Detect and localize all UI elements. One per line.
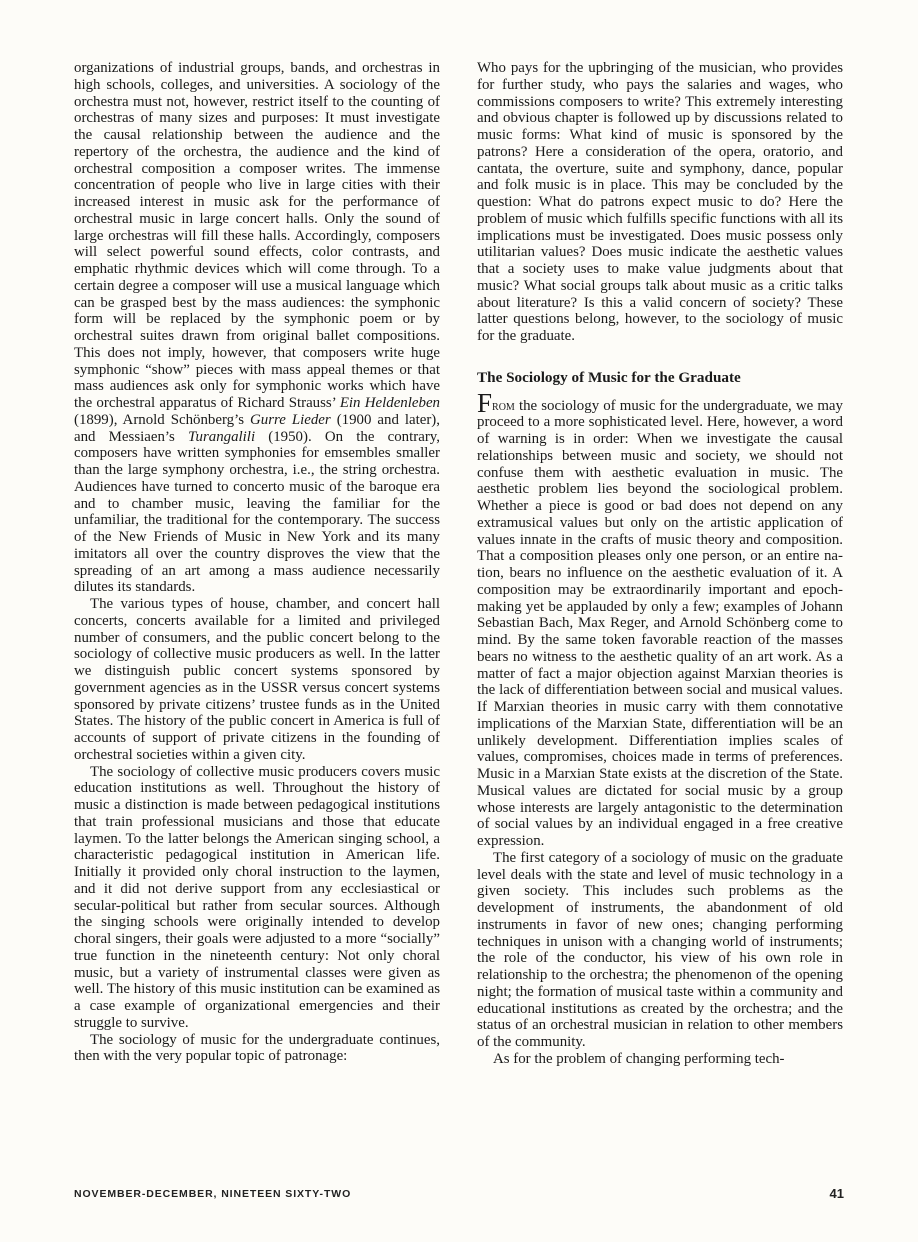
issue-date: NOVEMBER-DECEMBER, NINETEEN SIXTY-TWO <box>74 1188 352 1200</box>
right-column <box>477 60 843 1068</box>
small-caps-lead: rom <box>492 397 515 414</box>
paragraph: The sociology of collective music producers covers music education institutions as well. Throughout the history of music a distinction is made between pedagogical institutions that train professional musicians and those that educate laymen. To the latter belongs the American singing school, a characteristic pedagogical institution in American life. Initially it provided only choral instruction to the laymen, and it did not derive support from any ecclesiastical or secular-political but rather from secular sources. Although the singing schools were originally intended to develop choral singers, their goals were adjusted to a more “socially” true function in the nineteenth century: Not only choral music, but a variety of instrumental classes were given as well. The history of this music institution can be examined as a case example of organizational emergencies and their struggle to survive. <box>74 763 440 1031</box>
paragraph: organizations of industrial groups, bands, and orchestras in high schools, colleges, and universities. A sociology of the orchestra must not, however, restrict itself to the counting of orchestras of many sizes and purposes: It must investigate the causal relationship between the audience and the repertory of the orchestra, the audience and the kind of orchestral composition a composer writes. The immense concentration of people who live in large cities with their increased interest in music ask for the performance of orchestral music in large concert halls. Only the sound of large orchestras will fill these halls. Accordingly, composers will select powerful sound effects, color contrasts, and emphatic rhythmic devices which will come through. To a certain degree a composer will use a musical language which can be grasped best by the mass audiences: the symphonic form will be replaced by the symphonic poem or by orchestral suites drawn from original ballet compositions. This does not imply, however, that composers write huge symphonic “show” pieces with mass appeal themes or that mass audiences ask only for symphonic works which have the orchestral apparatus of Richard Strauss’ Ein Heldenleben (1899), Arnold Schönberg’s Gurre Lieder (1900 and later), and Messiaen’s Turangalili (1950). On the contrary, composers have written symphonies for emsembles smaller than the large symphony orchestra, i.e., the string orchestra. Audiences have turned to concerto music of the baroque era and to chamber music, leaving the familiar for the unfamiliar, the traditional for the contemporary. The success of the New Friends of Music in New York and its many imitators all over the country disproves the view that the spreading of an art among a mass audience necessarily dilutes its standards. <box>74 60 440 596</box>
paragraph: The various types of house, chamber, and concert hall concerts, concerts available for a limited and privileged number of consumers, and the public concert belong to the sociology of collective music producers as well. In the latter we distinguish public concert systems sponsored by government agencies as in the USSR versus concert systems sponsored by private citizens’ trustee funds as in the United States. The history of the public concert in America is full of accounts of support of private citizens in the founding of orchestral societies within a given city. <box>74 596 440 763</box>
paragraph: From the sociology of music for the undergraduate, we may proceed to a more sophisticated level. Here, however, a word of warning is in order: When we investigate the causal relationships between music and society, we should not confuse them with aesthetic evaluation in music. The aesthetic problem lies beyond the sociological problem. Whether a piece is good or bad does not depend on any extramusical values but only on the artistic application of values innate in the crafts of music theory and composition. That a composition pleases only one person, or an entire nation, bears no influence on the aesthetic evaluation of it. A composition may be extraordinarily important and epoch-making yet be applauded by only a few; examples of Johann Sebastian Bach, Max Reger, and Arnold Schönberg come to mind. By the same token favorable reaction of the masses bears no witness to the aesthetic quality of an art work. As a matter of fact a major objection against Marxian theories is the lack of differentiation between social and musical values. If Marxian theories in music carry with them connotative implications of the Marxian State, differentiation will be an unlikely development. Differentiation implies scales of values, compromises, choices made in terms of preferences. Music in a Marxian State exists at the discretion of the State. Musical values are dictated for social music by a group whose interests are largely antagonistic to the determination of social values by an individual engaged in a free creative expression. <box>477 387 843 849</box>
drop-cap: F <box>477 387 493 418</box>
work-title: Gurre Lieder <box>250 411 331 428</box>
work-title: Turangalili <box>188 428 256 445</box>
page-number: 41 <box>829 1186 844 1201</box>
section-heading: The Sociology of Music for the Graduate <box>477 368 741 386</box>
paragraph: The sociology of music for the undergraduate continues, then with the very popular topic of patronage: <box>74 1031 440 1065</box>
paragraph: As for the problem of changing performing tech- <box>493 1050 785 1067</box>
paragraph: Who pays for the upbringing of the musician, who provides for further study, who pays the salaries and wages, who commissions composers to write? This extremely interesting and obvious chapter is followed up by discussions related to music forms: What kind of music is sponsored by the patrons? Here a consideration of the opera, oratorio, and cantata, the overture, suite and symphony, dance, popular and folk music is in place. This may be concluded by the question: What do patrons expect music to do? Here the problem of music which fulfills specific functions with all its implications must be investigated. Does music possess only utilitarian values? Does music indicate the aesthetic values that a society uses to make value judgments about that music? What social groups talk about music as a critic talks about literature? Is this a valid concern of society? These latter questions belong, however, to the sociology of music for the graduate. <box>477 60 843 344</box>
paragraph: The first category of a sociology of music on the graduate level deals with the state and level of music technology in a given society. This includes such problems as the development of instruments, the abandonment of old instruments in favor of new ones; changing performing techniques in unison with a changing world of instruments; the role of the conductor, his view of his own role in relationship to the orchestra; the phenomenon of the opening night; the formation of musical taste within a community and educational institutions as created by the orchestra; and the status of an orchestral musician in relation to other members of the community. <box>477 849 843 1050</box>
work-title: Ein Heldenleben <box>339 395 440 411</box>
left-column <box>74 60 440 1065</box>
